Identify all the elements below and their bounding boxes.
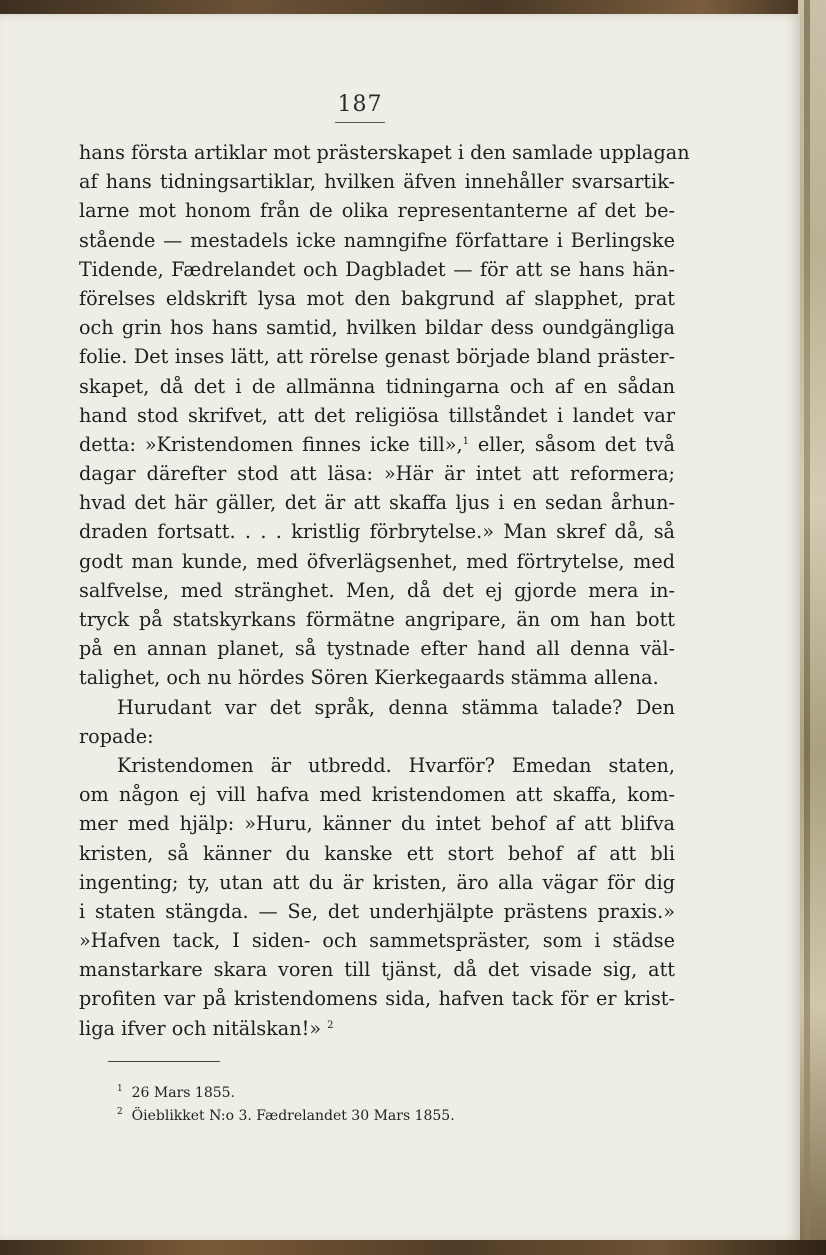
footnote-1: $^1$ 26 Mars 1855. xyxy=(117,1084,235,1101)
text-line: ropade: xyxy=(79,724,154,748)
book-page xyxy=(0,14,800,1242)
text-line: hans första artiklar mot prästerskapet i den samlade upplagan xyxy=(79,141,690,164)
text-line: skapet, då det i de allmänna tidningarna och af en sådan xyxy=(79,374,675,398)
book-bottom-edge xyxy=(0,1240,826,1255)
text-line: profiten var på kristendomens sida, hafven tack för er krist- xyxy=(79,987,675,1011)
text-line: folie. Det inses lätt, att rörelse genast började bland präster- xyxy=(79,345,675,369)
book-spine-edge xyxy=(798,0,826,1255)
text-line: hvad det här gäller, det är att skaffa ljus i en sedan århun- xyxy=(79,491,675,515)
text-line: Tidende, Fædrelandet och Dagbladet — för att se hans hän- xyxy=(79,257,675,281)
text-line: mer med hjälp: »Huru, känner du intet behof af att blifva xyxy=(79,812,675,836)
text-line: ingenting; ty, utan att du är kristen, äro alla vägar för dig xyxy=(79,870,675,894)
text-line: hand stod skrifvet, att det religiösa tillståndet i landet var xyxy=(79,403,675,427)
footnotes xyxy=(117,1082,455,1128)
text-line: »Hafven tack, I siden- och sammetspräster, som i städse xyxy=(79,929,675,953)
text-line: kristen, så känner du kanske ett stort behof af att bli xyxy=(79,841,675,865)
text-line: draden fortsatt. . . . kristlig förbrytelse.» Man skref då, så xyxy=(79,520,675,544)
text-line: talighet, och nu hördes Sören Kierkegaards stämma allena. xyxy=(79,666,659,690)
text-line: larne mot honom från de olika representanterne af det be- xyxy=(79,199,675,223)
page-number-rule xyxy=(335,122,385,123)
footnote-ref-1: 1 xyxy=(462,435,469,447)
text-line: tryck på statskyrkans förmätne angripare, än om han bott xyxy=(79,608,675,631)
text-line: förelses eldskrift lysa mot den bakgrund af slapphet, prat xyxy=(79,286,675,310)
text-line: salfvelse, med stränghet. Men, då det ej gjorde mera in- xyxy=(79,578,675,602)
text-line: godt man kunde, med öfverlägsenhet, med förtrytelse, med xyxy=(79,549,675,573)
body-text xyxy=(79,138,690,1043)
text-line: manstarkare skara voren till tjänst, då det visade sig, att xyxy=(79,958,675,982)
footnote-rule xyxy=(108,1061,220,1062)
text-line: dagar därefter stod att läsa: »Här är intet att reformera; xyxy=(79,462,675,486)
page-number: 187 xyxy=(337,92,383,117)
text-line: Kristendomen är utbredd. Hvarför? Emedan staten, xyxy=(117,753,675,777)
text-line: liga ifver och nitälskan!» $^2$ xyxy=(79,1016,334,1040)
text-line: detta: »Kristendomen finnes icke till»,$^1$ eller, såsom det två xyxy=(79,432,675,456)
text-line: stående — mestadels icke namngifne författare i Berlingske xyxy=(79,228,675,252)
footnote-2: $^2$ Öieblikket N:o 3. Fædrelandet 30 Mars 1855. xyxy=(117,1107,455,1124)
text-line: Hurudant var det språk, denna stämma talade? Den xyxy=(117,695,675,719)
text-line: och grin hos hans samtid, hvilken bildar dess oundgängliga xyxy=(79,316,675,340)
text-line: på en annan planet, så tystnade efter hand all denna väl- xyxy=(79,637,675,661)
text-line: om någon ej vill hafva med kristendomen att skaffa, kom- xyxy=(79,783,675,807)
footnote-ref-2: 2 xyxy=(327,1019,334,1031)
text-line: af hans tidningsartiklar, hvilken äfven innehåller svarsartik- xyxy=(79,170,675,194)
text-line: i staten stängda. — Se, det underhjälpte prästens praxis.» xyxy=(79,899,675,923)
